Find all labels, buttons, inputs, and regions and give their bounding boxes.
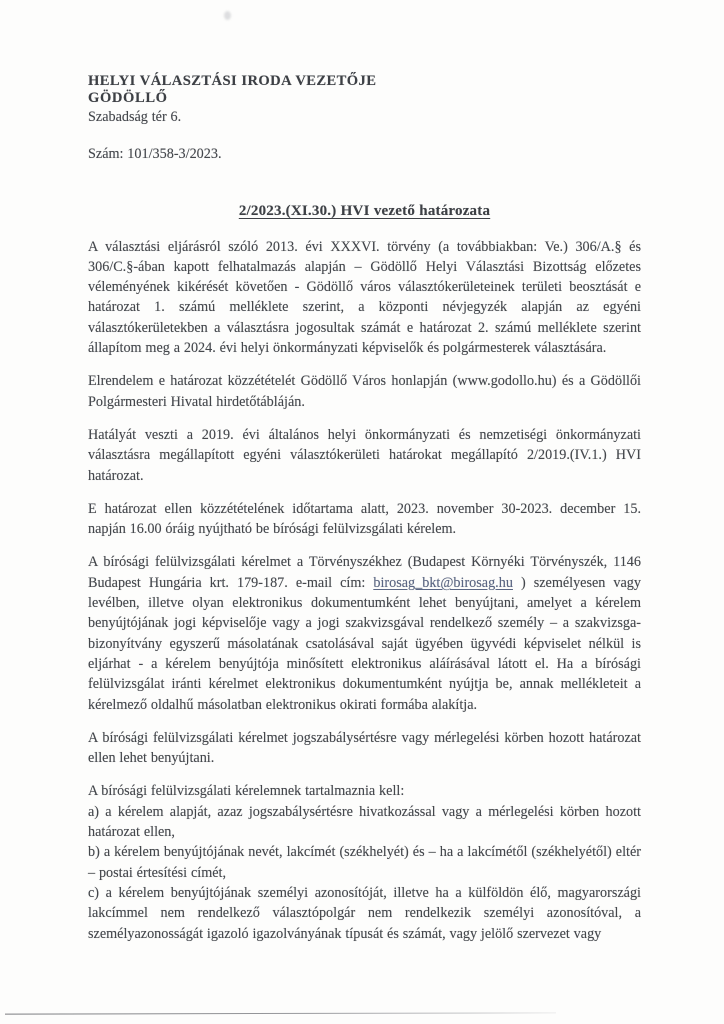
requirements-block bbox=[88, 781, 641, 943]
paragraph-judicial-review bbox=[88, 552, 641, 714]
paragraph-deadline: E határozat ellen közzétételének időtartama alatt, 2023. november 30-2023. december 15. napján 16.00 óráig nyújtható be bírósági felülvizsgálati kérelem. bbox=[88, 500, 641, 538]
letterhead-office-title: HELYI VÁLASZTÁSI IRODA VEZETŐJE bbox=[88, 73, 377, 89]
paragraph-legal-basis: A választási eljárásról szóló 2013. évi XXXVI. törvény (a továbbiakban: Ve.) 306/A.§ és 306/C.§-ában kapott felhatalmazás alapján – Gödöllő Helyi Választási Bizottság előzetes véleményének kikérését követően - Gödöllő város választókerületeinek területi beosztását e határozat 1. számú melléklete szerint, a központi névjegyzék alapján az egyéni választókerületekben a választásra jogosultak számát e határozat 2. számú melléklete szerint állapítom meg a 2024. évi helyi önkormányzati képviselők és polgármesterek választására. bbox=[88, 238, 641, 357]
paragraph-publication: Elrendelem e határozat közzétételét Gödöllő Város honlapján (www.godollo.hu) és a Gödöllői Polgármesteri Hivatal hirdetőtábláján. bbox=[88, 373, 641, 410]
requirement-item-a: a) a kérelem alapját, azaz jogszabálysértésre hivatkozással vagy a mérlegelési körben hozott határozat ellen, bbox=[88, 803, 641, 841]
scan-artifact-smudge bbox=[224, 11, 231, 20]
requirement-item-b: b) a kérelem benyújtójának nevét, lakcímét (székhelyét) és – ha a lakcímétől (székhelyétől) eltér – postai értesítési címét, bbox=[88, 844, 641, 881]
paragraph-repeal: Hatályát veszti a 2019. évi általános helyi önkormányzati és nemzetiségi önkormányzati választásra megállapított egyéni választókerületi határokat megállapító 2/2019.(IV.1.) HVI határozat. bbox=[88, 426, 641, 484]
document-content bbox=[88, 73, 641, 944]
paragraph-review-grounds: A bírósági felülvizsgálati kérelmet jogszabálysértésre vagy mérlegelési körben hozott határozat ellen lehet benyújtani. bbox=[88, 729, 641, 767]
judicial-review-text-after-link: ) személyesen vagy levélben, illetve olyan elektronikus dokumentumként lehet benyújtani, amelyet a kérelem benyújtójának jogi képviselője vagy a jogi szakvizsgával rendelkező személy – a szakvizsga-bizonyítvány egyszerű másolatának csatolásával saját ügyében ügyvédi képviselet nélkül is eljárhat - a kérelem benyújtója minősített elektronikus aláírásával látott el. Ha a bírósági felülvizsgálat iránti kérelmet elektronikus dokumentumként nyújtja be, annak mellékleteit a kérelmező oldalhű másolatban elektronikus okirati formába alakítja. bbox=[88, 574, 641, 713]
letterhead-address: Szabadság tér 6. bbox=[88, 109, 182, 125]
case-number: Szám: 101/358-3/2023. bbox=[88, 146, 222, 162]
requirements-intro: A bírósági felülvizsgálati kérelemnek tartalmaznia kell: bbox=[88, 783, 405, 800]
judicial-review-text-before-link: A bírósági felülvizsgálati kérelmet a Törvényszékhez (Budapest Környéki Törvényszék, 1146 Budapest Hungária krt. 179-187. e-mail cím: bbox=[88, 554, 641, 591]
decision-title: 2/2023.(XI.30.) HVI vezető határozata bbox=[238, 203, 491, 220]
requirement-item-c: c) a kérelem benyújtójának személyi azonosítóját, illetve ha a külföldön élő, magyarországi lakcímmel nem rendelkező választópolgár nem rendelkezik személyi azonosítóval, a személyazonosságát igazoló igazolványának típusát és számát, vagy jelölő szervezet vagy bbox=[88, 884, 641, 942]
scan-artifact-bottom-line bbox=[5, 1012, 556, 1015]
court-email-link[interactable]: birosag_bkt@birosag.hu bbox=[373, 574, 513, 591]
letterhead-municipality: GÖDÖLLŐ bbox=[88, 90, 168, 106]
